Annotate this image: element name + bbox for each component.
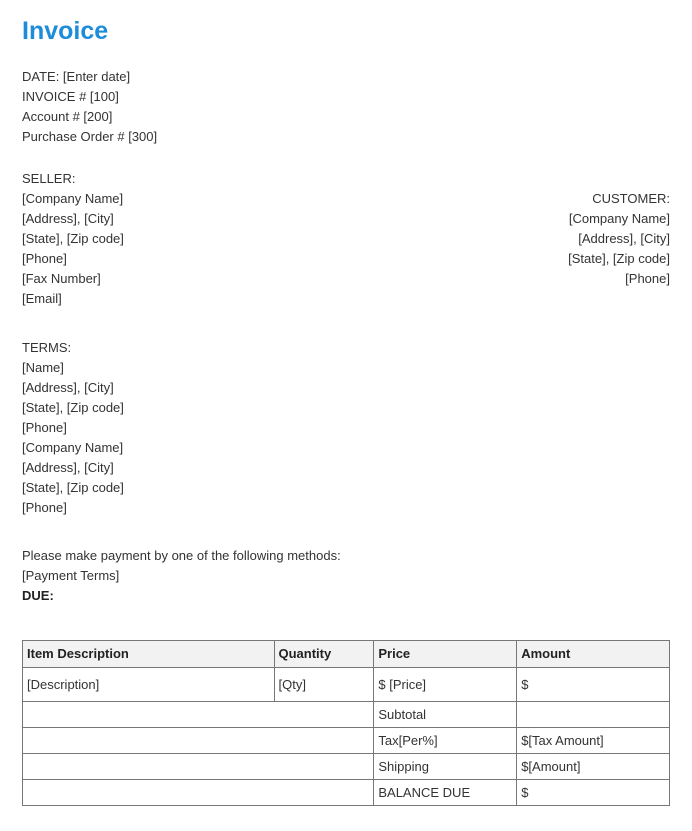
seller-email: [Email] (22, 291, 62, 306)
invoice-number: INVOICE # [100] (22, 89, 119, 104)
header-item-description: Item Description (23, 641, 275, 668)
header-amount: Amount (517, 641, 670, 668)
item-quantity: [Qty] (274, 668, 374, 702)
customer-phone: [Phone] (625, 271, 670, 286)
customer-address: [Address], [City] (578, 231, 670, 246)
items-table (22, 640, 670, 806)
summary-label: BALANCE DUE (374, 780, 517, 806)
terms-line: [Phone] (22, 500, 67, 515)
summary-label: Tax[Per%] (374, 728, 517, 754)
header-quantity: Quantity (274, 641, 374, 668)
terms-label: TERMS: (22, 340, 72, 355)
payment-instructions: Please make payment by one of the following methods: (22, 548, 341, 563)
seller-block (22, 169, 124, 309)
purchase-order-number: Purchase Order # [300] (22, 129, 158, 144)
customer-state-zip: [State], [Zip code] (568, 251, 670, 266)
terms-line: [Address], [City] (22, 380, 114, 395)
terms-line: [Address], [City] (22, 460, 114, 475)
invoice-date: DATE: [Enter date] (22, 69, 131, 84)
terms-line: [State], [Zip code] (22, 480, 124, 495)
seller-label: SELLER: (22, 171, 76, 186)
table-row (23, 668, 670, 702)
seller-phone: [Phone] (22, 251, 67, 266)
summary-label: Subtotal (374, 702, 517, 728)
summary-value: $[Tax Amount] (517, 728, 670, 754)
invoice-header-info (22, 67, 157, 147)
summary-row-tax (23, 728, 670, 754)
seller-company: [Company Name] (22, 191, 124, 206)
header-price: Price (374, 641, 517, 668)
table-header-row (23, 641, 670, 668)
account-number: Account # [200] (22, 109, 113, 124)
customer-label: CUSTOMER: (592, 191, 670, 206)
terms-line: [Name] (22, 360, 64, 375)
summary-blank-cell (23, 702, 374, 728)
customer-block (568, 189, 670, 289)
payment-terms: [Payment Terms] (22, 568, 120, 583)
summary-row-balance-due (23, 780, 670, 806)
summary-blank-cell (23, 728, 374, 754)
summary-blank-cell (23, 780, 374, 806)
seller-fax: [Fax Number] (22, 271, 101, 286)
seller-address: [Address], [City] (22, 211, 114, 226)
terms-line: [State], [Zip code] (22, 400, 124, 415)
customer-company: [Company Name] (568, 211, 670, 226)
summary-row-shipping (23, 754, 670, 780)
seller-state-zip: [State], [Zip code] (22, 231, 124, 246)
payment-block (22, 546, 341, 606)
summary-label: Shipping (374, 754, 517, 780)
summary-value (517, 702, 670, 728)
terms-line: [Company Name] (22, 440, 124, 455)
terms-line: [Phone] (22, 420, 67, 435)
due-label: DUE: (22, 588, 54, 603)
item-price: $ [Price] (374, 668, 517, 702)
summary-row-subtotal (23, 702, 670, 728)
summary-blank-cell (23, 754, 374, 780)
terms-block (22, 338, 124, 518)
item-amount: $ (517, 668, 670, 702)
item-description: [Description] (23, 668, 275, 702)
page-title: Invoice (22, 17, 109, 45)
summary-value: $[Amount] (517, 754, 670, 780)
summary-value: $ (517, 780, 670, 806)
